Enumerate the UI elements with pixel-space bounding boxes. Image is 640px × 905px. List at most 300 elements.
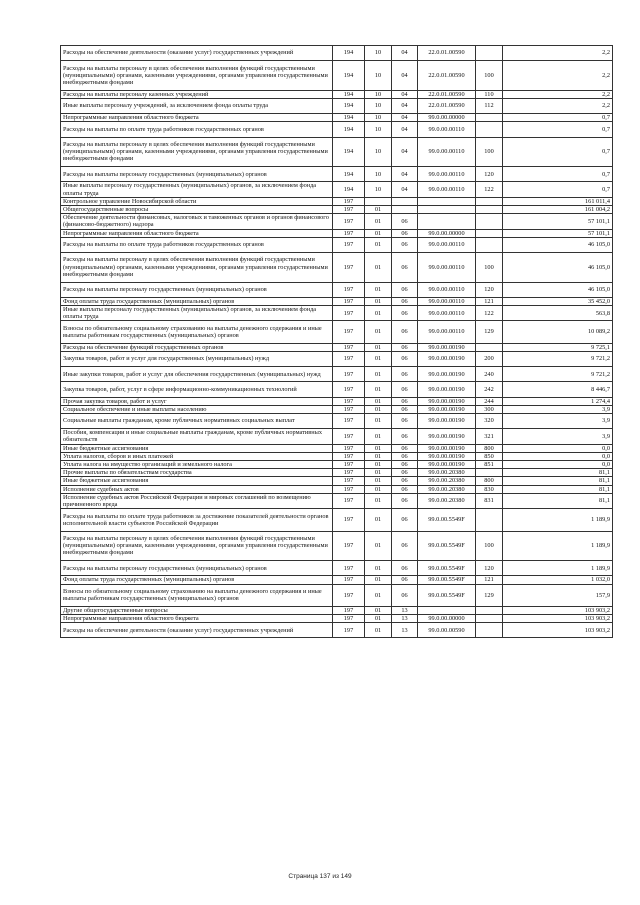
row-name-cell: Расходы на выплаты по оплате труда работников за достижение показателей деятельности органов исполнительной власти субъектов Российской Федерации — [61, 509, 333, 531]
row-name-cell: Общегосударственные вопросы — [61, 205, 333, 213]
table-row — [61, 477, 613, 485]
table-row — [61, 305, 613, 320]
section-code-cell: 01 — [365, 405, 392, 413]
expense-type-cell — [476, 469, 503, 477]
row-name-cell: Иные бюджетные ассигнования — [61, 444, 333, 452]
target-article-cell: 99.0.00.5549F — [418, 584, 476, 606]
budget-table — [60, 45, 613, 638]
expense-type-cell — [476, 237, 503, 252]
expense-type-cell — [476, 114, 503, 122]
section-code-cell: 10 — [365, 167, 392, 182]
expense-type-cell: 200 — [476, 351, 503, 366]
subsection-code-cell: 04 — [392, 122, 418, 137]
table-row — [61, 98, 613, 113]
section-code-cell: 01 — [365, 305, 392, 320]
row-name-cell: Расходы на выплаты персоналу государственных (муниципальных) органов — [61, 282, 333, 297]
amount-cell: 8 446,7 — [503, 382, 613, 397]
expense-type-cell — [476, 606, 503, 614]
page-footer: Страница 137 из 149 — [288, 873, 352, 880]
amount-cell: 35 452,0 — [503, 297, 613, 305]
ministry-code-cell: 197 — [333, 351, 365, 366]
expense-type-cell: 120 — [476, 282, 503, 297]
row-name-cell: Расходы на выплаты по оплате труда работников государственных органов — [61, 122, 333, 137]
ministry-code-cell: 197 — [333, 469, 365, 477]
row-name-cell: Контрольное управление Новосибирской области — [61, 197, 333, 205]
expense-type-cell — [476, 46, 503, 61]
table-row — [61, 229, 613, 237]
amount-cell: 3,9 — [503, 405, 613, 413]
expense-type-cell: 100 — [476, 61, 503, 91]
table-row — [61, 485, 613, 493]
section-code-cell: 01 — [365, 321, 392, 343]
subsection-code-cell: 13 — [392, 615, 418, 623]
section-code-cell: 10 — [365, 61, 392, 91]
expense-type-cell: 129 — [476, 321, 503, 343]
target-article-cell — [418, 606, 476, 614]
amount-cell: 103 903,2 — [503, 623, 613, 638]
expense-type-cell: 851 — [476, 460, 503, 468]
subsection-code-cell: 06 — [392, 452, 418, 460]
table-row — [61, 122, 613, 137]
target-article-cell: 22.0.01.00590 — [418, 98, 476, 113]
table-row — [61, 205, 613, 213]
subsection-code-cell: 06 — [392, 429, 418, 444]
row-name-cell: Иные выплаты персоналу государственных (муниципальных) органов, за исключением фонда оплаты труда — [61, 182, 333, 197]
section-code-cell: 10 — [365, 137, 392, 167]
expense-type-cell: 240 — [476, 367, 503, 382]
ministry-code-cell: 197 — [333, 214, 365, 229]
subsection-code-cell: 04 — [392, 114, 418, 122]
table-row — [61, 405, 613, 413]
subsection-code-cell: 04 — [392, 98, 418, 113]
row-name-cell: Исполнение судебных актов — [61, 485, 333, 493]
expense-type-cell: 112 — [476, 98, 503, 113]
subsection-code-cell: 06 — [392, 469, 418, 477]
section-code-cell: 01 — [365, 584, 392, 606]
subsection-code-cell: 06 — [392, 321, 418, 343]
expense-type-cell: 129 — [476, 584, 503, 606]
amount-cell: 2,2 — [503, 61, 613, 91]
row-name-cell: Социальные выплаты гражданам, кроме публичных нормативных социальных выплат — [61, 413, 333, 428]
row-name-cell: Расходы на выплаты персоналу государственных (муниципальных) органов — [61, 167, 333, 182]
target-article-cell — [418, 197, 476, 205]
ministry-code-cell: 197 — [333, 321, 365, 343]
row-name-cell: Непрограммные направления областного бюджета — [61, 229, 333, 237]
amount-cell: 46 105,0 — [503, 252, 613, 282]
row-name-cell: Расходы на выплаты персоналу в целях обеспечения выполнения функций государственными (муниципальными) органами, казенными учреждениями, органами управления государственными внебюджетными фондами — [61, 252, 333, 282]
subsection-code-cell: 06 — [392, 444, 418, 452]
ministry-code-cell: 197 — [333, 413, 365, 428]
budget-table-page — [60, 45, 612, 638]
target-article-cell: 99.0.00.00190 — [418, 460, 476, 468]
expense-type-cell — [476, 122, 503, 137]
amount-cell: 161 004,2 — [503, 205, 613, 213]
table-row — [61, 531, 613, 561]
subsection-code-cell: 06 — [392, 477, 418, 485]
table-row — [61, 576, 613, 584]
amount-cell: 81,1 — [503, 477, 613, 485]
subsection-code-cell: 04 — [392, 167, 418, 182]
section-code-cell: 10 — [365, 122, 392, 137]
section-code-cell: 01 — [365, 252, 392, 282]
target-article-cell: 22.0.01.00590 — [418, 90, 476, 98]
target-article-cell: 99.0.00.00110 — [418, 137, 476, 167]
ministry-code-cell: 197 — [333, 576, 365, 584]
target-article-cell: 99.0.00.00110 — [418, 321, 476, 343]
subsection-code-cell: 06 — [392, 297, 418, 305]
section-code-cell: 01 — [365, 452, 392, 460]
row-name-cell: Фонд оплаты труда государственных (муниципальных) органов — [61, 297, 333, 305]
expense-type-cell: 122 — [476, 305, 503, 320]
subsection-code-cell: 06 — [392, 382, 418, 397]
amount-cell: 46 105,0 — [503, 237, 613, 252]
target-article-cell: 99.0.00.00190 — [418, 452, 476, 460]
ministry-code-cell: 194 — [333, 90, 365, 98]
target-article-cell: 99.0.00.00190 — [418, 351, 476, 366]
ministry-code-cell: 194 — [333, 61, 365, 91]
row-name-cell: Иные закупки товаров, работ и услуг для обеспечения государственных (муниципальных) нужд — [61, 367, 333, 382]
subsection-code-cell: 06 — [392, 485, 418, 493]
row-name-cell: Расходы на обеспечение деятельности (оказание услуг) государственных учреждений — [61, 46, 333, 61]
section-code-cell: 01 — [365, 205, 392, 213]
row-name-cell: Иные выплаты персоналу государственных (муниципальных) органов, за исключением фонда оплаты труда — [61, 305, 333, 320]
expense-type-cell: 120 — [476, 561, 503, 576]
table-row — [61, 584, 613, 606]
row-name-cell: Закупка товаров, работ, услуг в сфере информационно-коммуникационных технологий — [61, 382, 333, 397]
row-name-cell: Пособия, компенсации и иные социальные выплаты гражданам, кроме публичных нормативных обязательств — [61, 429, 333, 444]
expense-type-cell — [476, 205, 503, 213]
table-body — [61, 46, 613, 638]
target-article-cell: 99.0.00.00190 — [418, 405, 476, 413]
amount-cell: 81,1 — [503, 493, 613, 508]
table-row — [61, 137, 613, 167]
amount-cell: 1 189,9 — [503, 531, 613, 561]
table-row — [61, 452, 613, 460]
amount-cell: 2,2 — [503, 46, 613, 61]
ministry-code-cell: 194 — [333, 167, 365, 182]
row-name-cell: Расходы на обеспечение функций государственных органов — [61, 343, 333, 351]
target-article-cell: 99.0.00.00110 — [418, 122, 476, 137]
target-article-cell: 99.0.00.5549F — [418, 561, 476, 576]
amount-cell: 1 032,0 — [503, 576, 613, 584]
section-code-cell: 01 — [365, 297, 392, 305]
ministry-code-cell: 197 — [333, 205, 365, 213]
row-name-cell: Расходы на выплаты персоналу в целях обеспечения выполнения функций государственными (муниципальными) органами, казенными учреждениями, органами управления государственными внебюджетными фондами — [61, 137, 333, 167]
ministry-code-cell: 197 — [333, 237, 365, 252]
table-row — [61, 561, 613, 576]
amount-cell: 81,1 — [503, 469, 613, 477]
amount-cell: 157,9 — [503, 584, 613, 606]
row-name-cell: Иные выплаты персоналу учреждений, за исключением фонда оплаты труда — [61, 98, 333, 113]
section-code-cell: 01 — [365, 469, 392, 477]
row-name-cell: Уплата налогов, сборов и иных платежей — [61, 452, 333, 460]
ministry-code-cell: 197 — [333, 197, 365, 205]
expense-type-cell: 831 — [476, 493, 503, 508]
table-row — [61, 167, 613, 182]
table-row — [61, 623, 613, 638]
ministry-code-cell: 197 — [333, 531, 365, 561]
ministry-code-cell: 194 — [333, 114, 365, 122]
table-row — [61, 214, 613, 229]
expense-type-cell: 830 — [476, 485, 503, 493]
subsection-code-cell: 04 — [392, 90, 418, 98]
section-code-cell: 01 — [365, 561, 392, 576]
table-row — [61, 321, 613, 343]
amount-cell: 0,7 — [503, 114, 613, 122]
subsection-code-cell: 06 — [392, 397, 418, 405]
subsection-code-cell: 06 — [392, 282, 418, 297]
section-code-cell — [365, 197, 392, 205]
amount-cell: 0,7 — [503, 182, 613, 197]
table-row — [61, 429, 613, 444]
expense-type-cell: 321 — [476, 429, 503, 444]
expense-type-cell: 300 — [476, 405, 503, 413]
table-row — [61, 114, 613, 122]
ministry-code-cell: 197 — [333, 477, 365, 485]
section-code-cell: 01 — [365, 397, 392, 405]
amount-cell: 1 189,9 — [503, 561, 613, 576]
ministry-code-cell: 197 — [333, 509, 365, 531]
ministry-code-cell: 197 — [333, 305, 365, 320]
subsection-code-cell: 06 — [392, 229, 418, 237]
target-article-cell: 99.0.00.00110 — [418, 182, 476, 197]
subsection-code-cell: 06 — [392, 413, 418, 428]
expense-type-cell: 800 — [476, 477, 503, 485]
subsection-code-cell: 06 — [392, 584, 418, 606]
amount-cell: 103 903,2 — [503, 606, 613, 614]
section-code-cell: 01 — [365, 623, 392, 638]
row-name-cell: Непрограммные направления областного бюджета — [61, 114, 333, 122]
expense-type-cell: 100 — [476, 252, 503, 282]
target-article-cell: 99.0.00.00190 — [418, 343, 476, 351]
table-row — [61, 237, 613, 252]
section-code-cell: 01 — [365, 444, 392, 452]
target-article-cell: 22.0.01.00590 — [418, 46, 476, 61]
ministry-code-cell: 197 — [333, 460, 365, 468]
target-article-cell: 99.0.00.00000 — [418, 114, 476, 122]
table-row — [61, 351, 613, 366]
target-article-cell: 99.0.00.5549F — [418, 531, 476, 561]
subsection-code-cell: 13 — [392, 606, 418, 614]
section-code-cell: 01 — [365, 413, 392, 428]
amount-cell: 0,7 — [503, 167, 613, 182]
row-name-cell: Расходы на выплаты персоналу государственных (муниципальных) органов — [61, 561, 333, 576]
row-name-cell: Уплата налога на имущество организаций и земельного налога — [61, 460, 333, 468]
amount-cell: 10 089,2 — [503, 321, 613, 343]
ministry-code-cell: 197 — [333, 485, 365, 493]
table-row — [61, 509, 613, 531]
ministry-code-cell: 197 — [333, 229, 365, 237]
section-code-cell: 01 — [365, 367, 392, 382]
section-code-cell: 01 — [365, 615, 392, 623]
target-article-cell: 99.0.00.00110 — [418, 237, 476, 252]
subsection-code-cell: 06 — [392, 561, 418, 576]
section-code-cell: 01 — [365, 576, 392, 584]
row-name-cell: Другие общегосударственные вопросы — [61, 606, 333, 614]
target-article-cell — [418, 205, 476, 213]
subsection-code-cell: 06 — [392, 343, 418, 351]
target-article-cell: 99.0.00.00000 — [418, 229, 476, 237]
expense-type-cell: 122 — [476, 182, 503, 197]
expense-type-cell: 100 — [476, 531, 503, 561]
table-row — [61, 460, 613, 468]
table-row — [61, 252, 613, 282]
ministry-code-cell: 197 — [333, 397, 365, 405]
amount-cell: 3,9 — [503, 429, 613, 444]
expense-type-cell — [476, 615, 503, 623]
row-name-cell: Расходы на выплаты персоналу в целях обеспечения выполнения функций государственными (муниципальными) органами, казенными учреждениями, органами управления государственными внебюджетными фондами — [61, 61, 333, 91]
row-name-cell: Расходы на выплаты персоналу казенных учреждений — [61, 90, 333, 98]
table-row — [61, 90, 613, 98]
table-row — [61, 46, 613, 61]
row-name-cell: Расходы на обеспечение деятельности (оказание услуг) государственных учреждений — [61, 623, 333, 638]
table-row — [61, 197, 613, 205]
ministry-code-cell: 197 — [333, 561, 365, 576]
target-article-cell: 99.0.00.00110 — [418, 297, 476, 305]
subsection-code-cell: 06 — [392, 509, 418, 531]
subsection-code-cell — [392, 205, 418, 213]
ministry-code-cell: 197 — [333, 382, 365, 397]
expense-type-cell: 242 — [476, 382, 503, 397]
amount-cell: 1 189,9 — [503, 509, 613, 531]
ministry-code-cell: 194 — [333, 182, 365, 197]
table-row — [61, 343, 613, 351]
row-name-cell: Взносы по обязательному социальному страхованию на выплаты денежного содержания и иные выплаты работникам государственных (муниципальных) органов — [61, 584, 333, 606]
ministry-code-cell: 194 — [333, 46, 365, 61]
section-code-cell: 01 — [365, 214, 392, 229]
subsection-code-cell: 04 — [392, 61, 418, 91]
subsection-code-cell: 04 — [392, 182, 418, 197]
target-article-cell: 99.0.00.5549F — [418, 509, 476, 531]
subsection-code-cell — [392, 197, 418, 205]
subsection-code-cell: 04 — [392, 46, 418, 61]
section-code-cell: 01 — [365, 531, 392, 561]
amount-cell: 103 903,2 — [503, 615, 613, 623]
table-row — [61, 606, 613, 614]
subsection-code-cell: 06 — [392, 576, 418, 584]
ministry-code-cell: 197 — [333, 252, 365, 282]
target-article-cell: 99.0.00.20380 — [418, 493, 476, 508]
expense-type-cell: 244 — [476, 397, 503, 405]
section-code-cell: 10 — [365, 98, 392, 113]
row-name-cell: Непрограммные направления областного бюджета — [61, 615, 333, 623]
ministry-code-cell: 197 — [333, 606, 365, 614]
subsection-code-cell: 06 — [392, 405, 418, 413]
ministry-code-cell: 197 — [333, 297, 365, 305]
expense-type-cell — [476, 214, 503, 229]
section-code-cell: 01 — [365, 485, 392, 493]
table-row — [61, 469, 613, 477]
row-name-cell: Расходы на выплаты по оплате труда работников государственных органов — [61, 237, 333, 252]
amount-cell: 563,8 — [503, 305, 613, 320]
expense-type-cell: 110 — [476, 90, 503, 98]
table-row — [61, 182, 613, 197]
ministry-code-cell: 197 — [333, 584, 365, 606]
amount-cell: 1 274,4 — [503, 397, 613, 405]
section-code-cell: 01 — [365, 477, 392, 485]
subsection-code-cell: 06 — [392, 351, 418, 366]
target-article-cell: 22.0.01.00590 — [418, 61, 476, 91]
ministry-code-cell: 197 — [333, 615, 365, 623]
target-article-cell — [418, 214, 476, 229]
subsection-code-cell: 06 — [392, 493, 418, 508]
section-code-cell: 01 — [365, 429, 392, 444]
section-code-cell: 01 — [365, 237, 392, 252]
expense-type-cell: 800 — [476, 444, 503, 452]
amount-cell: 0,0 — [503, 460, 613, 468]
amount-cell: 3,9 — [503, 413, 613, 428]
row-name-cell: Прочая закупка товаров, работ и услуг — [61, 397, 333, 405]
row-name-cell: Взносы по обязательному социальному страхованию на выплаты денежного содержания и иные выплаты работникам государственных (муниципальных) органов — [61, 321, 333, 343]
section-code-cell: 10 — [365, 182, 392, 197]
ministry-code-cell: 194 — [333, 137, 365, 167]
expense-type-cell — [476, 229, 503, 237]
amount-cell: 0,0 — [503, 452, 613, 460]
table-row — [61, 413, 613, 428]
section-code-cell: 10 — [365, 114, 392, 122]
subsection-code-cell: 06 — [392, 252, 418, 282]
row-name-cell: Фонд оплаты труда государственных (муниципальных) органов — [61, 576, 333, 584]
target-article-cell: 99.0.00.00110 — [418, 167, 476, 182]
table-row — [61, 444, 613, 452]
row-name-cell: Социальное обеспечение и иные выплаты населению — [61, 405, 333, 413]
subsection-code-cell: 06 — [392, 305, 418, 320]
expense-type-cell: 120 — [476, 167, 503, 182]
table-row — [61, 493, 613, 508]
expense-type-cell — [476, 509, 503, 531]
section-code-cell: 01 — [365, 351, 392, 366]
ministry-code-cell: 194 — [333, 122, 365, 137]
ministry-code-cell: 197 — [333, 444, 365, 452]
target-article-cell: 99.0.00.00110 — [418, 305, 476, 320]
section-code-cell: 01 — [365, 460, 392, 468]
expense-type-cell — [476, 197, 503, 205]
ministry-code-cell: 197 — [333, 452, 365, 460]
table-row — [61, 382, 613, 397]
target-article-cell: 99.0.00.20380 — [418, 477, 476, 485]
target-article-cell: 99.0.00.00190 — [418, 444, 476, 452]
amount-cell: 2,2 — [503, 90, 613, 98]
amount-cell: 81,1 — [503, 485, 613, 493]
target-article-cell: 99.0.00.00190 — [418, 382, 476, 397]
table-row — [61, 397, 613, 405]
table-row — [61, 282, 613, 297]
amount-cell: 57 101,1 — [503, 229, 613, 237]
section-code-cell: 01 — [365, 343, 392, 351]
amount-cell: 46 105,0 — [503, 282, 613, 297]
subsection-code-cell: 04 — [392, 137, 418, 167]
ministry-code-cell: 197 — [333, 493, 365, 508]
table-row — [61, 367, 613, 382]
target-article-cell: 99.0.00.00190 — [418, 429, 476, 444]
ministry-code-cell: 194 — [333, 98, 365, 113]
amount-cell: 0,7 — [503, 122, 613, 137]
ministry-code-cell: 197 — [333, 282, 365, 297]
target-article-cell: 99.0.00.20380 — [418, 469, 476, 477]
subsection-code-cell: 13 — [392, 623, 418, 638]
subsection-code-cell: 06 — [392, 367, 418, 382]
section-code-cell: 01 — [365, 509, 392, 531]
target-article-cell: 99.0.00.00000 — [418, 615, 476, 623]
target-article-cell: 99.0.00.00110 — [418, 252, 476, 282]
section-code-cell: 01 — [365, 382, 392, 397]
target-article-cell: 99.0.00.5549F — [418, 576, 476, 584]
amount-cell: 161 011,4 — [503, 197, 613, 205]
ministry-code-cell: 197 — [333, 343, 365, 351]
row-name-cell: Расходы на выплаты персоналу в целях обеспечения выполнения функций государственными (муниципальными) органами, казенными учреждениями, органами управления государственными внебюджетными фондами — [61, 531, 333, 561]
expense-type-cell: 850 — [476, 452, 503, 460]
table-row — [61, 615, 613, 623]
